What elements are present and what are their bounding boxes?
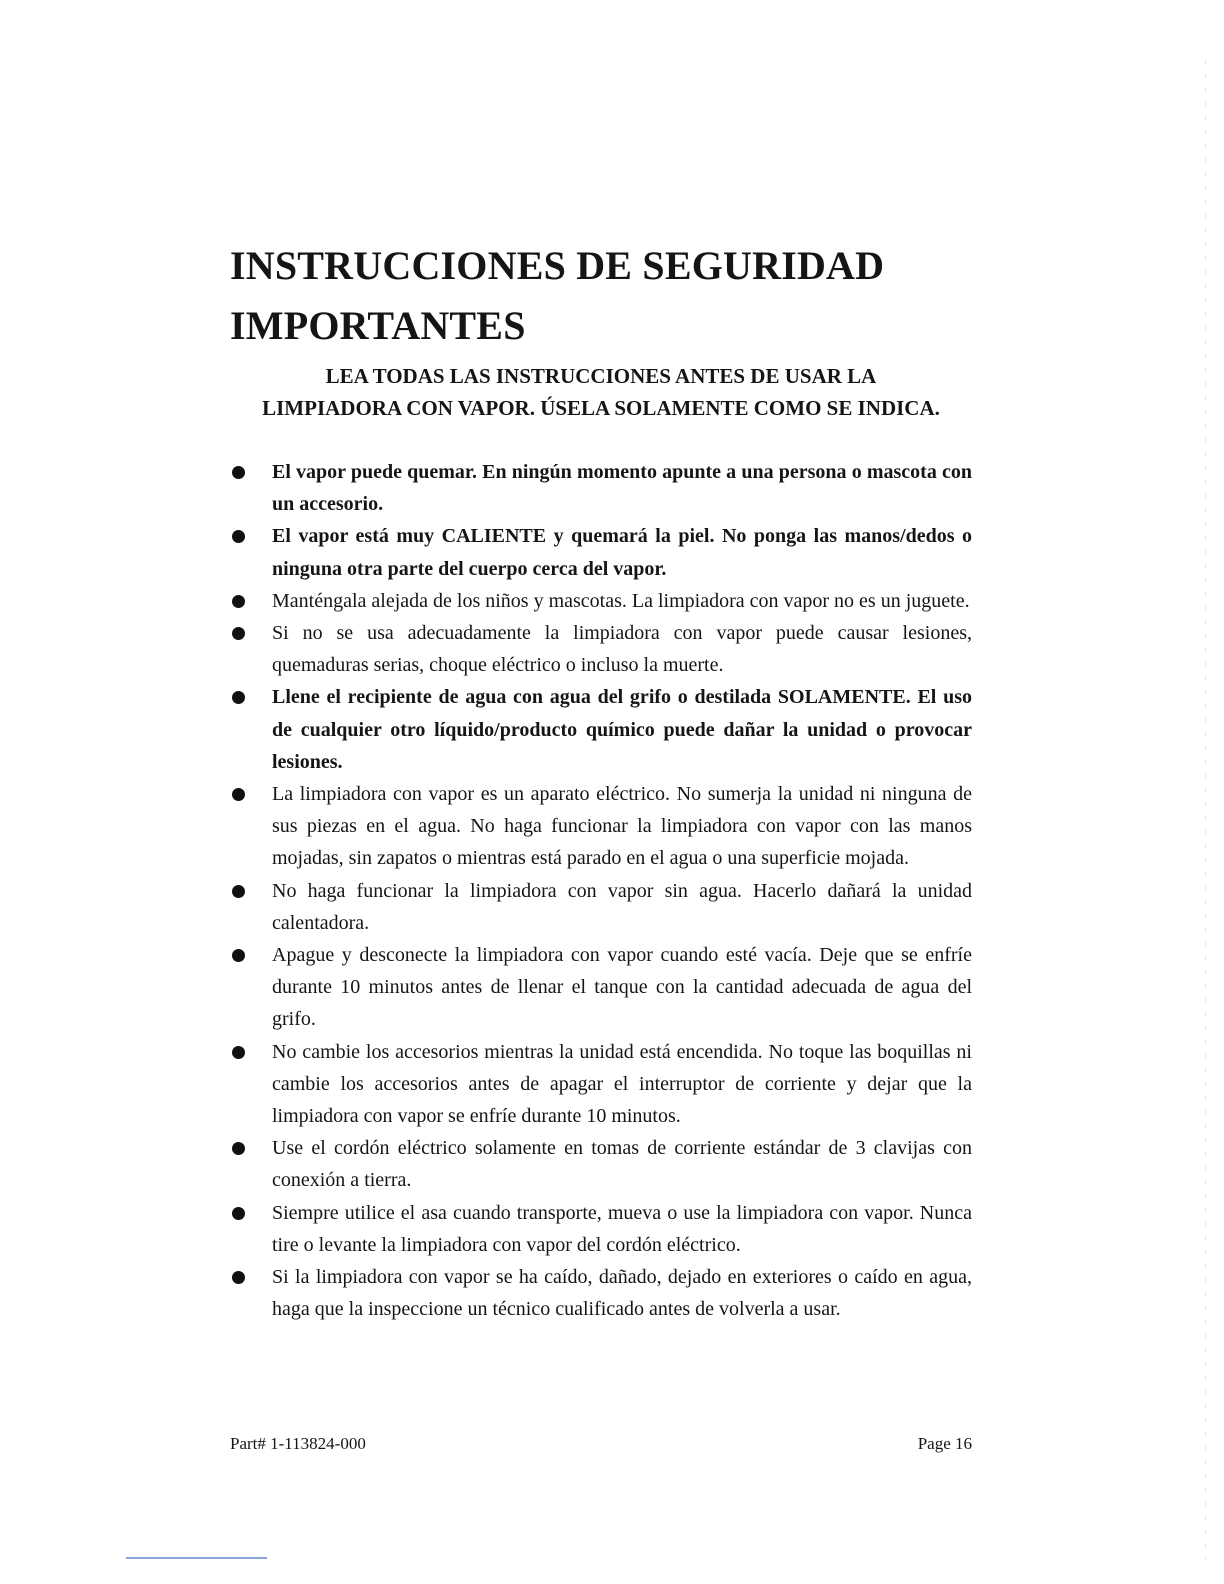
- list-item-text: El vapor puede quemar. En ningún momento apunte a una persona o mascota con un accesorio.: [272, 461, 972, 516]
- list-item: [230, 1261, 972, 1325]
- page-number: Page 16: [917, 1434, 972, 1453]
- bullet-icon: [232, 530, 245, 543]
- list-item-text: No haga funcionar la limpiadora con vapor sin agua. Hacerlo dañará la unidad calentadora.: [272, 879, 972, 934]
- bullet-icon: [232, 885, 245, 898]
- list-item: [230, 617, 972, 681]
- list-item-text: El vapor está muy CALIENTE y quemará la piel. No ponga las manos/dedos o ninguna otra parte del cuerpo cerca del vapor.: [272, 525, 972, 580]
- bottom-divider: [126, 1557, 267, 1559]
- title-line-2: IMPORTANTES: [230, 303, 526, 348]
- subtitle-line-2: LIMPIADORA CON VAPOR. ÚSELA SOLAMENTE COMO SE INDICA.: [262, 396, 940, 420]
- bullet-icon: [232, 1271, 245, 1284]
- list-item-text: Llene el recipiente de agua con agua del grifo o destilada SOLAMENTE. El uso de cualquier otro líquido/producto químico puede dañar la unidad o provocar lesiones.: [272, 686, 972, 773]
- bullet-icon: [232, 788, 245, 801]
- list-item-text: Siempre utilice el asa cuando transporte, mueva o use la limpiadora con vapor. Nunca tire o levante la limpiadora con vapor del cordón eléctrico.: [272, 1201, 972, 1256]
- bullet-icon: [232, 466, 245, 479]
- list-item-text: La limpiadora con vapor es un aparato eléctrico. No sumerja la unidad ni ninguna de sus piezas en el agua. No haga funcionar la limpiadora con vapor con las manos mojadas, sin zapatos o mientras está parado en el agua o una superficie mojada.: [272, 783, 972, 870]
- list-item: [230, 1197, 972, 1261]
- list-item-text: Si la limpiadora con vapor se ha caído, dañado, dejado en exteriores o caído en agua, haga que la inspeccione un técnico cualificado antes de volverla a usar.: [272, 1266, 972, 1321]
- list-item: [230, 456, 972, 520]
- subtitle-line-1: LEA TODAS LAS INSTRUCCIONES ANTES DE USAR LA: [325, 364, 877, 388]
- list-item: [230, 681, 972, 778]
- list-item-text: No cambie los accesorios mientras la unidad está encendida. No toque las boquillas ni cambie los accesorios antes de apagar el interruptor de corriente y dejar que la limpiadora con vapor se enfríe durante 10 minutos.: [272, 1040, 972, 1128]
- bullet-icon: [232, 1207, 245, 1220]
- bullet-icon: [232, 1142, 245, 1155]
- bullet-icon: [232, 949, 245, 962]
- bullet-icon: [232, 691, 245, 704]
- list-item: [230, 585, 972, 617]
- list-item: [230, 520, 972, 584]
- bullet-icon: [232, 627, 245, 640]
- scan-edge-divider: [1205, 60, 1206, 1560]
- title-line-1: INSTRUCCIONES DE SEGURIDAD: [230, 243, 885, 288]
- bullet-icon: [232, 595, 245, 608]
- page-title: [230, 236, 884, 356]
- list-item-text: Apague y desconecte la limpiadora con vapor cuando esté vacía. Deje que se enfríe durante 10 minutos antes de llenar el tanque con la cantidad adecuada de agua del grifo.: [272, 944, 972, 1031]
- list-item: [230, 778, 972, 875]
- list-item: [230, 1036, 972, 1133]
- list-item: [230, 939, 972, 1036]
- list-item: [230, 875, 972, 939]
- list-item: [230, 1132, 972, 1196]
- list-item-text: Si no se usa adecuadamente la limpiadora con vapor puede causar lesiones, quemaduras serias, choque eléctrico o incluso la muerte.: [272, 622, 972, 677]
- list-item-text: Use el cordón eléctrico solamente en tomas de corriente estándar de 3 clavijas con conexión a tierra.: [272, 1137, 972, 1192]
- bullet-icon: [232, 1046, 245, 1059]
- safety-instructions-list: [230, 456, 972, 1325]
- part-number: Part# 1-113824-000: [230, 1434, 366, 1453]
- page-subtitle: [230, 360, 972, 424]
- list-item-text: Manténgala alejada de los niños y mascotas. La limpiadora con vapor no es un juguete.: [272, 589, 970, 612]
